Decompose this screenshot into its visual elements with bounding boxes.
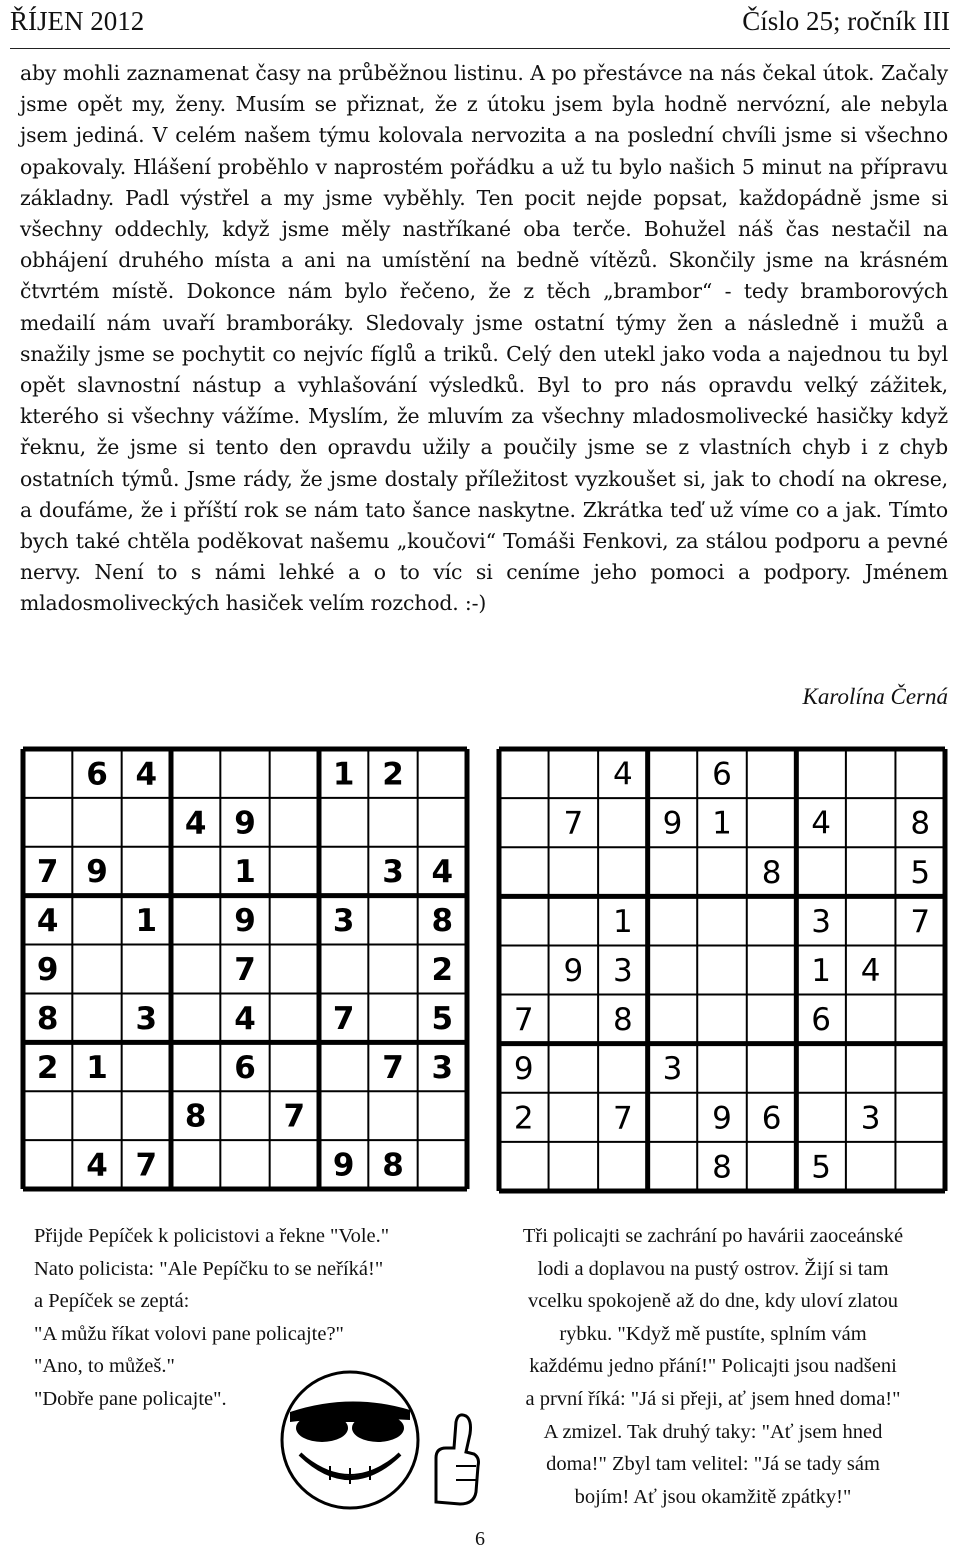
sudoku_left-cell-r3c2: 9: [86, 854, 108, 891]
sudoku_left-cell-r1c3: 4: [135, 756, 158, 793]
sudoku_left-cell-r3c9: 4: [431, 854, 454, 891]
smiley-icon: [260, 1362, 482, 1512]
joke-line: Přijde Pepíček k policistovi a řekne "Vole.": [34, 1225, 390, 1247]
sudoku_right-cell-r2c9: 8: [910, 805, 931, 842]
joke-line: každému jedno přání!" Policajti jsou nadšeni: [529, 1355, 897, 1378]
sudoku_left-cell-r1c7: 1: [332, 756, 355, 793]
sudoku_right-cell-r7c1: 9: [513, 1051, 534, 1088]
sudoku_left-cell-r7c5: 6: [234, 1049, 256, 1086]
sudoku_right-cell-r9c5: 8: [712, 1149, 732, 1186]
sudoku_right-cell-r8c5: 9: [712, 1100, 732, 1137]
joke-line: bojím! Ať jsou okamžitě zpátky!": [574, 1485, 852, 1508]
sudoku-left-grid: [20, 746, 470, 1192]
sudoku_right-cell-r2c7: 4: [811, 805, 831, 842]
sudoku_left-cell-r9c7: 9: [332, 1147, 355, 1184]
header-rule: [10, 48, 950, 49]
joke-line: "A můžu říkat volovi pane policajte?": [34, 1322, 344, 1345]
sudoku_right-cell-r1c3: 4: [613, 756, 633, 793]
sudoku_right-cell-r2c5: 1: [712, 805, 732, 842]
sudoku_left-cell-r3c5: 1: [234, 854, 256, 891]
sudoku_left-cell-r1c8: 2: [382, 756, 404, 793]
sudoku-right: [496, 746, 948, 1194]
sudoku_right-cell-r2c4: 9: [662, 805, 683, 842]
sudoku_left-cell-r1c2: 6: [86, 756, 108, 793]
joke-line: doma!" Zbyl tam velitel: "Já se tady sám: [546, 1453, 880, 1476]
joke-line: "Ano, to můžeš.": [34, 1355, 175, 1378]
sudoku_left-cell-r6c5: 4: [234, 1000, 256, 1037]
sudoku_left-cell-r4c1: 4: [36, 903, 59, 940]
sudoku_left-cell-r4c7: 3: [332, 903, 355, 940]
page-header: [10, 6, 950, 42]
joke-right: [486, 1220, 940, 1513]
sudoku_right-cell-r8c3: 7: [613, 1100, 633, 1137]
sudoku_left-cell-r4c3: 1: [135, 903, 158, 940]
sudoku_right-cell-r3c9: 5: [910, 854, 931, 891]
sudoku_left-cell-r3c1: 7: [36, 854, 59, 891]
sudoku-left: [20, 746, 470, 1192]
joke-line: a Pepíček se zeptá:: [34, 1290, 190, 1313]
sudoku_left-cell-r5c5: 7: [234, 952, 256, 988]
joke-line: "Dobře pane policajte".: [34, 1387, 227, 1410]
article-body: [20, 58, 948, 620]
joke-line: vcelku spokojeně až do dne, kdy uloví zlatou: [527, 1290, 899, 1313]
sudoku_left-cell-r8c4: 8: [184, 1098, 207, 1135]
sudoku_left-cell-r7c8: 7: [382, 1049, 404, 1086]
sudoku_left-cell-r6c1: 8: [36, 1000, 59, 1037]
sudoku_left-cell-r5c9: 2: [431, 952, 454, 988]
sudoku_right-cell-r8c1: 2: [513, 1100, 534, 1137]
sudoku_left-cell-r4c5: 9: [234, 903, 256, 940]
joke-line: a první říká: "Já si přeji, ať jsem hned doma!": [525, 1387, 901, 1410]
smiley-thumbs-up-illustration: [260, 1362, 482, 1517]
sudoku_right-cell-r2c2: 7: [563, 805, 584, 842]
sudoku_left-cell-r6c3: 3: [135, 1000, 158, 1037]
sudoku-right-grid: [496, 746, 948, 1194]
sudoku_right-cell-r1c5: 6: [712, 756, 732, 793]
sudoku_right-cell-r6c3: 8: [613, 1002, 633, 1039]
issue-month: ŘÍJEN 2012: [10, 6, 145, 36]
sudoku_left-cell-r6c7: 7: [332, 1000, 355, 1037]
joke-line: rybku. "Když mě pustíte, splním vám: [559, 1322, 867, 1345]
sudoku_left-cell-r7c2: 1: [86, 1049, 108, 1086]
joke-line: A zmizel. Tak druhý taky: "Ať jsem hned: [543, 1420, 883, 1443]
sudoku_right-cell-r5c2: 9: [563, 953, 584, 989]
sudoku_right-cell-r5c3: 3: [613, 953, 633, 989]
sudoku_left-cell-r8c6: 7: [283, 1098, 306, 1135]
sudoku_left-cell-r9c2: 4: [86, 1147, 108, 1184]
sudoku_right-cell-r6c1: 7: [513, 1002, 534, 1039]
issue-number: Číslo 25; ročník III: [742, 6, 950, 36]
sudoku_right-cell-r4c9: 7: [910, 903, 931, 940]
sudoku_right-cell-r8c8: 3: [860, 1100, 881, 1137]
joke-line: lodi a doplavou na pustý ostrov. Žijí si tam: [537, 1257, 889, 1280]
sudoku_right-cell-r9c7: 5: [811, 1149, 831, 1186]
sudoku_left-cell-r5c1: 9: [36, 952, 59, 988]
sudoku_right-cell-r5c7: 1: [811, 953, 831, 989]
sudoku_left-cell-r3c8: 3: [382, 854, 404, 891]
sudoku_right-cell-r5c8: 4: [860, 953, 881, 989]
joke-line: Tři policajti se zachrání po havárii zaoceánské: [522, 1225, 904, 1247]
sudoku_left-cell-r6c9: 5: [431, 1000, 454, 1037]
sudoku_right-cell-r4c7: 3: [811, 903, 831, 940]
sudoku_right-cell-r3c6: 8: [761, 854, 782, 891]
sudoku_left-cell-r2c4: 4: [184, 805, 207, 842]
article-text: aby mohli zaznamenat časy na průběžnou listinu. A po přestávce na nás čekal útok. Začaly jsme opět my, ženy. Musím se přiznat, že z útoku jsem byla hodně nervózní, ale nebyla jsem jediná. V celém našem týmu kolovala nervozita a na poslední chvíli jsme si všechno opakovaly. Hlášení proběhlo v naprostém pořádku a už tu bylo našich 5 minut na přípravu základny. Padl výstřel a my jsme vyběhly. Ten pocit nejde popsat, každopádně jsme si všechny oddechly, když jsme měly nastříkané oba terče. Bohužel náš čas nestačil na obhájení druhého místa a ani na umístění na bedně vítězů. Skončily jsme na krásném čtvrtém místě. Dokonce nám bylo řečeno, že z těch „brambor“ - tedy bramborových medailí nám uvaří bramboráky. Sledovaly jsme ostatní týmy žen a následně i mužů a snažily jsme se pochytit co nejvíc fíglů a triků. Celý den utekl jako voda a najednou tu byl opět slavnostní nástup a vyhlašování výsledků. Byl to pro nás opravdu velký zážitek, kterého si všechny vážíme. Myslím, že mluvím za všechny mladosmolivecké hasičky když řeknu, že jsme si tento den opravdu užily a poučily jsme se z vlastních chyb i z chyb ostatních týmů. Jsme rády, že jsme dostaly příležitost vyzkoušet si, jak to chodí na okrese, a doufáme, že i příští rok se nám tato šance naskytne. Zkrátka teď už víme co a jak. Tímto bych také chtěla poděkovat našemu „koučovi“ Tomáši Fenkovi, za stálou podporu a pevné nervy. Není to s námi lehké a o to víc si ceníme jeho pomoci a podpory. Jménem mladosmoliveckých hasiček velím rozchod. :-): [20, 61, 948, 616]
sudoku_left-cell-r9c3: 7: [135, 1147, 158, 1184]
sudoku_left-cell-r2c5: 9: [234, 805, 256, 842]
sudoku_left-cell-r7c1: 2: [36, 1049, 59, 1086]
sudoku_right-cell-r4c3: 1: [613, 903, 633, 940]
page-number: 6: [475, 1528, 485, 1550]
sudoku_left-cell-r9c8: 8: [382, 1147, 404, 1184]
sudoku_left-cell-r7c9: 3: [431, 1049, 454, 1086]
sudoku_left-cell-r4c9: 8: [431, 903, 454, 940]
article-author: Karolína Černá: [802, 684, 948, 709]
joke-line: Nato policista: "Ale Pepíčku to se neříká!": [34, 1257, 384, 1280]
sudoku_right-cell-r8c6: 6: [761, 1100, 782, 1137]
sudoku_right-cell-r6c7: 6: [811, 1002, 831, 1039]
sudoku_right-cell-r7c4: 3: [662, 1051, 683, 1088]
